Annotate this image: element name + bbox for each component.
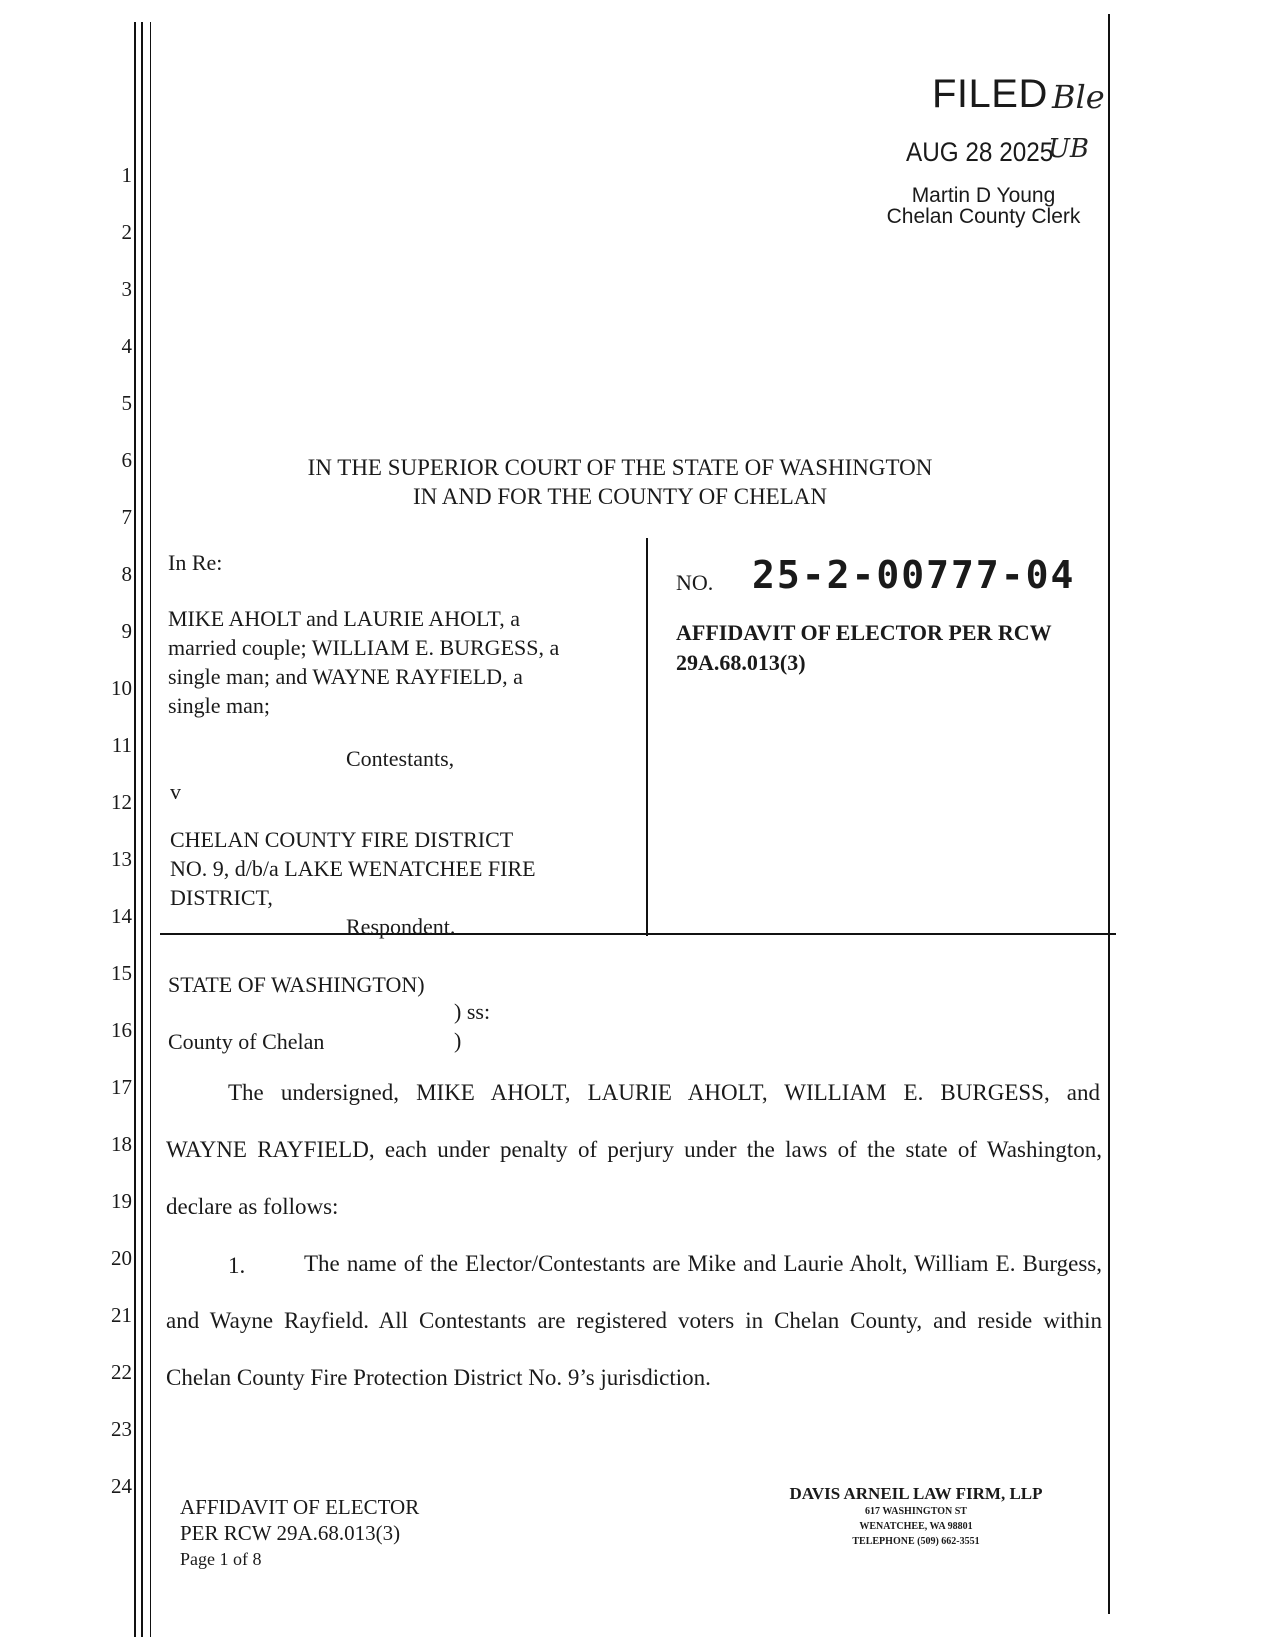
line-number: 15 [111,961,132,985]
line-number: 16 [111,1018,132,1042]
caption-line: CHELAN COUNTY FIRE DISTRICT [170,827,514,852]
line-number: 18 [111,1132,132,1156]
line-number: 8 [121,562,132,586]
left-margin-rule [150,22,151,1637]
left-margin-rule [134,22,136,1637]
filed-label: FILED [932,72,1048,116]
respondent-label: Respondent. [346,914,456,939]
line-number: 23 [111,1417,132,1441]
respondent-names [170,825,536,912]
in-re-label: In Re: [168,550,223,575]
line-number: 9 [121,619,132,643]
venue-paren: ) [454,1028,462,1053]
line-number: 19 [111,1189,132,1213]
line-number: 4 [121,334,132,358]
caption-line: NO. 9, d/b/a LAKE WENATCHEE FIRE [170,856,536,881]
court-heading-line1: IN THE SUPERIOR COURT OF THE STATE OF WASHINGTON [307,455,933,480]
line-number: 3 [121,277,132,301]
contestants-names [168,604,559,720]
line-number: 14 [111,904,132,928]
court-heading-line2: IN AND FOR THE COUNTY OF CHELAN [412,484,827,509]
body-line: declare as follows: [166,1194,339,1219]
body-line: The name of the Elector/Contestants are Mike and Laurie Aholt, William E. Burgess, [304,1251,1102,1276]
line-number: 5 [121,391,132,415]
line-number: 2 [121,220,132,244]
body-line: The undersigned, MIKE AHOLT, LAURIE AHOLT, WILLIAM E. BURGESS, and [228,1080,1100,1105]
body-line: and Wayne Rayfield. All Contestants are registered voters in Chelan County, and reside within [166,1308,1102,1333]
caption-line: single man; and WAYNE RAYFIELD, a [168,664,523,689]
handwritten-initials: UB [1048,134,1090,164]
right-margin-rule [1108,14,1110,1614]
line-number: 24 [111,1474,132,1498]
line-number: 6 [121,448,132,472]
item-number: 1. [228,1253,246,1278]
line-number: 22 [111,1360,132,1384]
line-number: 10 [111,676,132,700]
left-margin-rule [141,22,143,1637]
line-number: 17 [111,1075,132,1099]
document-title-line: 29A.68.013(3) [676,650,806,675]
caption-line: DISTRICT, [170,885,273,910]
caption-divider [646,538,648,936]
line-number: 13 [111,847,132,871]
handwritten-initials: Ble [1052,78,1105,116]
caption-bottom-rule [160,933,1116,935]
law-firm-block [766,1484,1066,1549]
firm-city: WENATCHEE, WA 98801 [859,1521,973,1532]
body-line: Chelan County Fire Protection District No. 9’s jurisdiction. [166,1365,711,1390]
firm-address: 617 WASHINGTON ST [865,1506,967,1517]
clerk-name: Martin D Young [911,184,1056,207]
caption-line: MIKE AHOLT and LAURIE AHOLT, a [168,606,520,631]
document-title [676,618,1116,678]
versus-label: v [170,779,181,804]
caption-line: married couple; WILLIAM E. BURGESS, a [168,635,560,660]
clerk-block [876,185,1091,227]
page-number: Page 1 of 8 [180,1549,262,1569]
line-number: 12 [111,790,132,814]
case-number-label: NO. [676,570,714,595]
venue-state: STATE OF WASHINGTON) [168,972,425,997]
line-number: 1 [121,163,132,187]
contestants-label: Contestants, [346,746,455,771]
line-number: 21 [111,1303,132,1327]
body-line: WAYNE RAYFIELD, each under penalty of perjury under the laws of the state of Washington, [166,1137,1102,1162]
line-number: 7 [121,505,132,529]
document-title-line: AFFIDAVIT OF ELECTOR PER RCW [676,620,1052,645]
case-number: 25-2-00777-04 [752,553,1076,597]
caption-line: single man; [168,693,271,718]
filed-date: AUG 28 2025 [906,137,1054,167]
footer-title-line: AFFIDAVIT OF ELECTOR [180,1495,420,1519]
firm-name: DAVIS ARNEIL LAW FIRM, LLP [789,1484,1043,1503]
venue-ss: ) ss: [454,999,491,1024]
line-number: 20 [111,1246,132,1270]
footer-document-title [180,1494,419,1572]
clerk-title: Chelan County Clerk [886,205,1081,228]
line-number: 11 [111,733,132,757]
footer-title-line: PER RCW 29A.68.013(3) [180,1521,401,1545]
firm-phone: TELEPHONE (509) 662-3551 [852,1536,980,1547]
venue-county: County of Chelan [168,1029,325,1054]
